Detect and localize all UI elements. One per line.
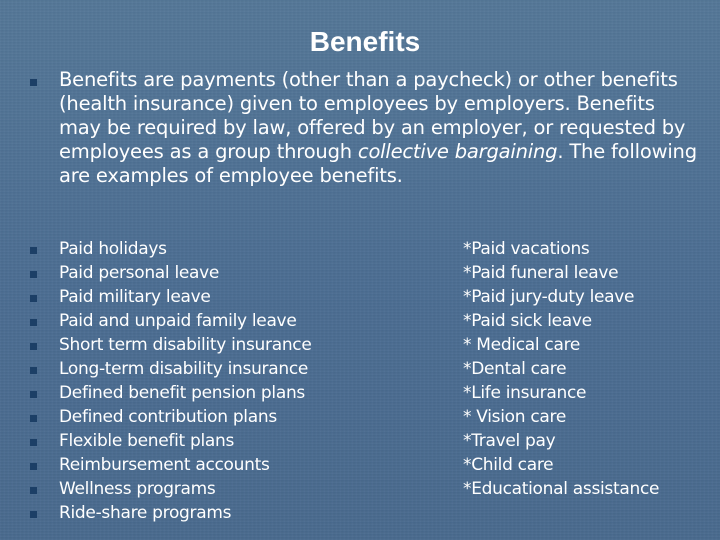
list-item-label: Flexible benefit plans [59,431,235,451]
square-bullet-icon [30,343,37,350]
list-item-label: * Vision care [463,407,566,427]
benefits-list-left [30,237,390,525]
list-item-label: Short term disability insurance [59,335,312,355]
list-item [30,501,390,525]
intro-text-end: . The following are examples of employee benefits. [59,140,697,187]
list-item [463,453,713,477]
list-item-label: *Life insurance [463,383,587,403]
square-bullet-icon [30,295,37,302]
list-item-label: * Medical care [463,335,581,355]
square-bullet-icon [30,511,37,518]
list-item-label: *Dental care [463,359,567,379]
square-bullet-icon [30,271,37,278]
list-item [30,453,390,477]
list-item-label: *Paid funeral leave [463,263,619,283]
list-item-label: *Travel pay [463,431,556,451]
square-bullet-icon [30,79,37,86]
list-item [463,357,713,381]
list-item [30,429,390,453]
list-item-label: Long-term disability insurance [59,359,309,379]
list-item [30,237,390,261]
list-item [30,381,390,405]
list-item-label: *Paid vacations [463,239,590,259]
list-item-label: Defined benefit pension plans [59,383,305,403]
square-bullet-icon [30,439,37,446]
square-bullet-icon [30,319,37,326]
list-item-label: Ride-share programs [59,503,232,523]
list-item [463,381,713,405]
list-item-label: Defined contribution plans [59,407,277,427]
list-item [463,477,713,501]
list-item-label: *Paid jury-duty leave [463,287,635,307]
intro-text-start: Benefits are payments (other than a paycheck) or other benefits (health insurance) given to employees by employers. Benefits may be required by law, offered by an employer, or requested by employees as a group through [59,68,686,163]
list-item [463,261,713,285]
square-bullet-icon [30,415,37,422]
list-item [30,477,390,501]
list-item-label: Paid military leave [59,287,211,307]
list-item-label: Paid holidays [59,239,167,259]
list-item [463,429,713,453]
square-bullet-icon [30,391,37,398]
list-item [30,261,390,285]
square-bullet-icon [30,367,37,374]
list-item-label: Paid personal leave [59,263,220,283]
list-item-label: *Paid sick leave [463,311,592,331]
list-item [463,333,713,357]
list-item [30,333,390,357]
intro-italic-term: collective bargaining [357,140,558,163]
square-bullet-icon [30,247,37,254]
list-item-label: Paid and unpaid family leave [59,311,297,331]
list-item-label: Reimbursement accounts [59,455,270,475]
list-item [463,285,713,309]
list-item [463,405,713,429]
list-item [30,309,390,333]
list-item-label: *Educational assistance [463,479,660,499]
list-item [463,309,713,333]
square-bullet-icon [30,487,37,494]
list-item [463,237,713,261]
list-item [30,405,390,429]
intro-paragraph [59,68,699,188]
square-bullet-icon [30,463,37,470]
list-item [30,357,390,381]
list-item [30,285,390,309]
benefits-list-right [463,237,713,501]
list-item-label: *Child care [463,455,554,475]
slide-title: Benefits [309,26,421,57]
list-item-label: Wellness programs [59,479,216,499]
